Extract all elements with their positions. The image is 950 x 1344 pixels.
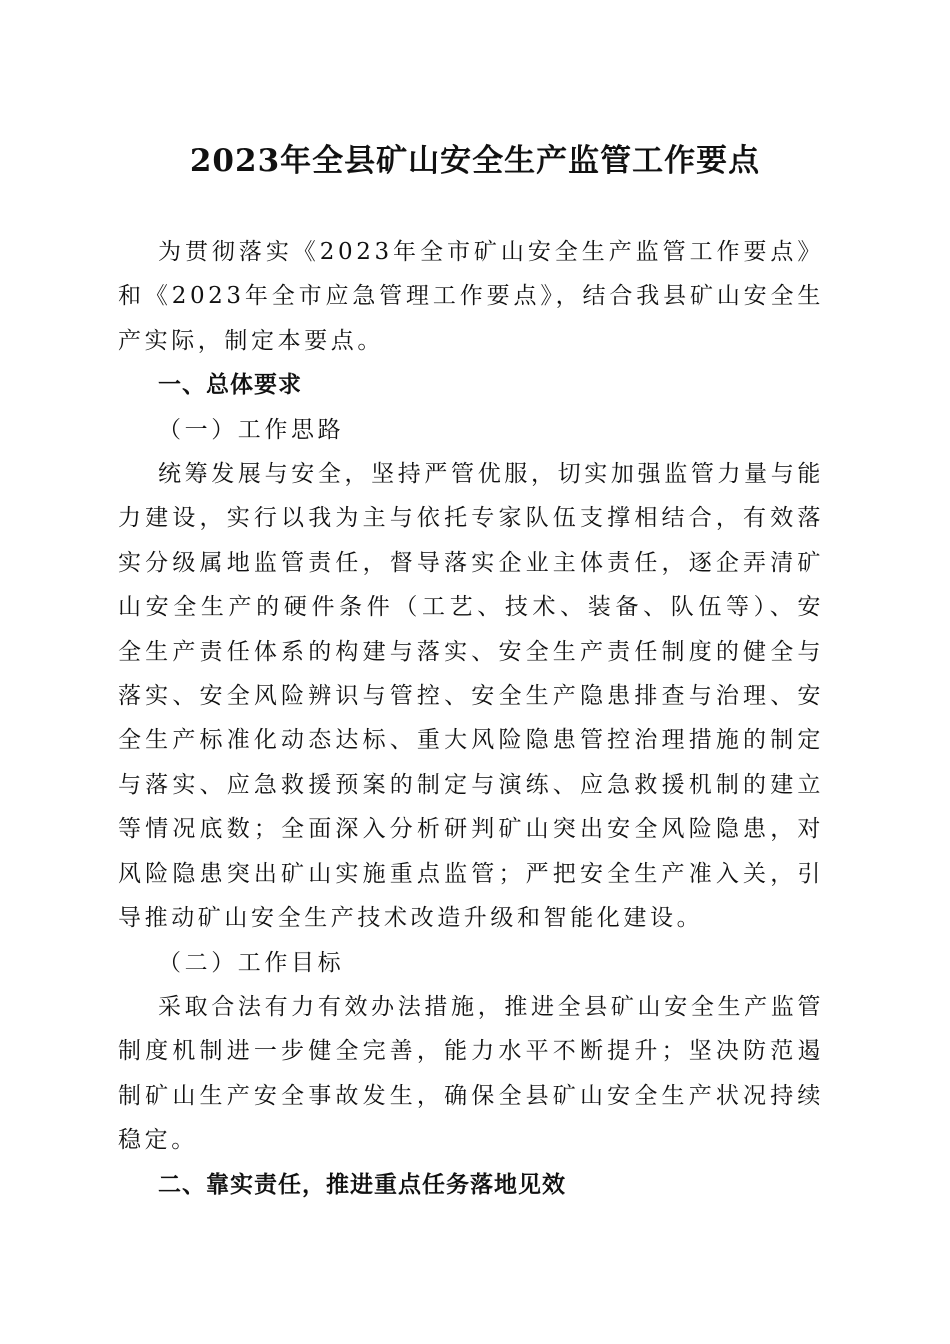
intro-paragraph: 为贯彻落实《2023年全市矿山安全生产监管工作要点》和《2023年全市应急管理工作要点》，结合我县矿山安全生产实际，制定本要点。	[118, 239, 824, 354]
section-heading-responsibilities: 二、靠实责任，推进重点任务落地见效	[158, 1171, 566, 1198]
subsection-heading-work-approach: （一）工作思路	[158, 416, 345, 443]
work-approach-paragraph: 统筹发展与安全，坚持严管优服，切实加强监管力量与能力建设，实行以我为主与依托专家队伍支撑相结合，有效落实分级属地监管责任，督导落实企业主体责任，逐企弄清矿山安全生产的硬件条件（工艺、技术、装备、队伍等）、安全生产责任体系的构建与落实、安全生产责任制度的健全与落实、安全风险辨识与管控、安全生产隐患排查与治理、安全生产标准化动态达标、重大风险隐患管控治理措施的制定与落实、应急救援预案的制定与演练、应急救援机制的建立等情况底数；全面深入分析研判矿山突出安全风险隐患，对风险隐患突出矿山实施重点监管；严把安全生产准入关，引导推动矿山安全生产技术改造升级和智能化建设。	[118, 461, 824, 932]
section-heading-overall-requirements: 一、总体要求	[158, 372, 302, 399]
subsection-heading-work-goals: （二）工作目标	[158, 949, 345, 976]
document-title: 2023年全县矿山安全生产监管工作要点	[189, 143, 761, 179]
work-goals-paragraph: 采取合法有力有效办法措施，推进全县矿山安全生产监管制度机制进一步健全完善，能力水平不断提升；坚决防范遏制矿山生产安全事故发生，确保全县矿山安全生产状况持续稳定。	[118, 993, 824, 1154]
document-body	[118, 230, 824, 1207]
